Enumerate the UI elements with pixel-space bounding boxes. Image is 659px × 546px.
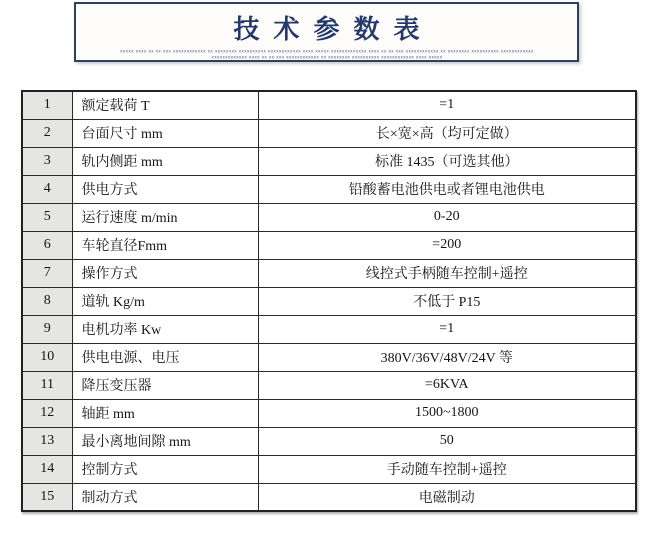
row-number: 1: [22, 91, 72, 119]
param-value: 380V/36V/48V/24V 等: [258, 343, 636, 371]
table-row: [22, 231, 636, 259]
param-name: 供电电源、电压: [72, 343, 258, 371]
param-name: 额定载荷 T: [72, 91, 258, 119]
row-number: 11: [22, 371, 72, 399]
row-number: 10: [22, 343, 72, 371]
param-value: 标准 1435（可选其他）: [258, 147, 636, 175]
table-row: [22, 455, 636, 483]
param-value: 长×宽×高（均可定做）: [258, 119, 636, 147]
param-value: 铅酸蓄电池供电或者锂电池供电: [258, 175, 636, 203]
param-name: 降压变压器: [72, 371, 258, 399]
table-row: [22, 483, 636, 511]
table-row: [22, 399, 636, 427]
param-name: 车轮直径Fmm: [72, 231, 258, 259]
param-value: =200: [258, 231, 636, 259]
row-number: 13: [22, 427, 72, 455]
param-name: 轴距 mm: [72, 399, 258, 427]
param-name: 控制方式: [72, 455, 258, 483]
param-value: =1: [258, 315, 636, 343]
table-row: [22, 203, 636, 231]
table-row: [22, 259, 636, 287]
param-value: 电磁制动: [258, 483, 636, 511]
table-row: [22, 371, 636, 399]
param-value: 线控式手柄随车控制+遥控: [258, 259, 636, 287]
row-number: 2: [22, 119, 72, 147]
param-name: 最小离地间隙 mm: [72, 427, 258, 455]
param-value: =6KVA: [258, 371, 636, 399]
fine-print: [76, 48, 577, 60]
table-row: [22, 147, 636, 175]
param-name: 道轨 Kg/m: [72, 287, 258, 315]
param-value: =1: [258, 91, 636, 119]
spec-table: [21, 90, 637, 512]
param-value: 50: [258, 427, 636, 455]
row-number: 4: [22, 175, 72, 203]
table-row: [22, 315, 636, 343]
row-number: 9: [22, 315, 72, 343]
param-name: 台面尺寸 mm: [72, 119, 258, 147]
param-value: 1500~1800: [258, 399, 636, 427]
table-row: [22, 287, 636, 315]
param-name: 电机功率 Kw: [72, 315, 258, 343]
table-row: [22, 427, 636, 455]
row-number: 6: [22, 231, 72, 259]
table-row: [22, 119, 636, 147]
spec-table-body: [22, 91, 636, 511]
fine-print-line-1: xxxxx xxxx xx xx xxx xxxxxxxxxxxx xx xxxxxxxx xxxxxxxxxx xxxxxxxxxxxx xxxx xxxxx xxxxxxxxxxxxx xxxx xx xx xxx xxxxxxxxxxxx xx xxxxxxxx xxxxxxxxxx xxxxxxxxxxxx: [119, 48, 534, 54]
row-number: 14: [22, 455, 72, 483]
param-value: 不低于 P15: [258, 287, 636, 315]
table-row: [22, 91, 636, 119]
param-name: 供电方式: [72, 175, 258, 203]
row-number: 12: [22, 399, 72, 427]
row-number: 5: [22, 203, 72, 231]
header-banner: [74, 2, 579, 62]
param-name: 轨内侧距 mm: [72, 147, 258, 175]
param-value: 0-20: [258, 203, 636, 231]
fine-print-line-2: xxxxxxxxxxxxx xxxx xx xx xxx xxxxxxxxxxxx xx xxxxxxxx xxxxxxxxxx xxxxxxxxxxxx xxxx xxxxx: [210, 54, 442, 60]
row-number: 8: [22, 287, 72, 315]
page-title: 技术参数表: [233, 15, 434, 44]
param-name: 运行速度 m/min: [72, 203, 258, 231]
row-number: 15: [22, 483, 72, 511]
table-row: [22, 343, 636, 371]
param-value: 手动随车控制+遥控: [258, 455, 636, 483]
param-name: 操作方式: [72, 259, 258, 287]
row-number: 3: [22, 147, 72, 175]
row-number: 7: [22, 259, 72, 287]
table-row: [22, 175, 636, 203]
param-name: 制动方式: [72, 483, 258, 511]
